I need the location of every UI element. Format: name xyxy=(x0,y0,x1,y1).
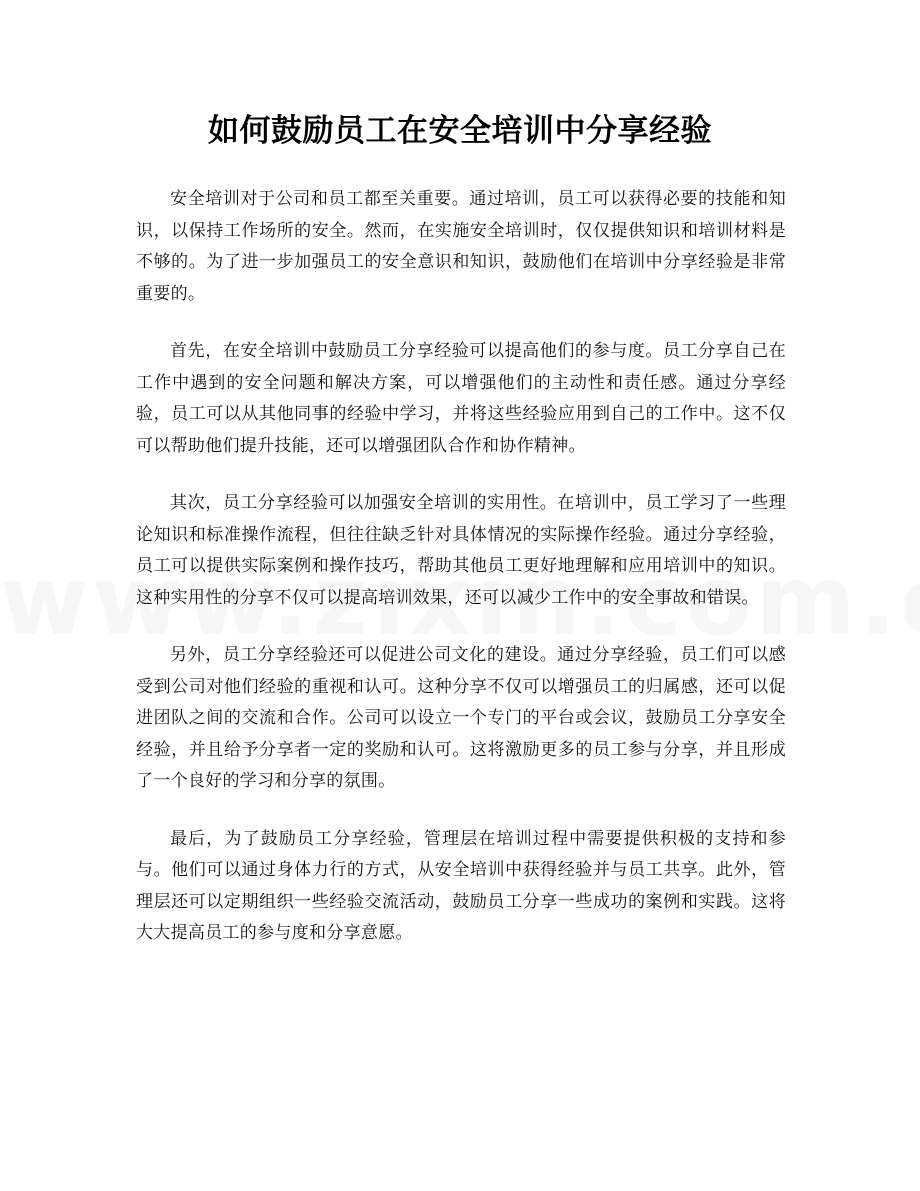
paragraph-2: 首先，在安全培训中鼓励员工分享经验可以提高他们的参与度。员工分享自己在工作中遇到的安全问题和解决方案，可以增强他们的主动性和责任感。通过分享经验，员工可以从其他同事的经验中学习，并将这些经验应用到自己的工作中。这不仅可以帮助他们提升技能，还可以增强团队合作和协作精神。 xyxy=(136,341,786,456)
document-body xyxy=(136,184,786,976)
paragraph-3: 其次，员工分享经验可以加强安全培训的实用性。在培训中，员工学习了一些理论知识和标准操作流程，但往往缺乏针对具体情况的实际操作经验。通过分享经验，员工可以提供实际案例和操作技巧，帮助其他员工更好地理解和应用培训中的知识。这种实用性的分享不仅可以提高培训效果，还可以减少工作中的安全事故和错误。 xyxy=(136,493,786,608)
paragraph-4: 另外，员工分享经验还可以促进公司文化的建设。通过分享经验，员工们可以感受到公司对他们经验的重视和认可。这种分享不仅可以增强员工的归属感，还可以促进团队之间的交流和合作。公司可以设立一个专门的平台或会议，鼓励员工分享安全经验，并且给予分享者一定的奖励和认可。这将激励更多的员工参与分享，并且形成了一个良好的学习和分享的氛围。 xyxy=(136,645,786,791)
paragraph-5: 最后，为了鼓励员工分享经验，管理层在培训过程中需要提供积极的支持和参与。他们可以通过身体力行的方式，从安全培训中获得经验并与员工共享。此外，管理层还可以定期组织一些经验交流活动，鼓励员工分享一些成功的案例和实践。这将大大提高员工的参与度和分享意愿。 xyxy=(136,828,786,943)
paragraph-1: 安全培训对于公司和员工都至关重要。通过培训，员工可以获得必要的技能和知识，以保持工作场所的安全。然而，在实施安全培训时，仅仅提供知识和培训材料是不够的。为了进一步加强员工的安全意识和知识，鼓励他们在培训中分享经验是非常重要的。 xyxy=(136,189,786,304)
document-title: 如何鼓励员工在安全培训中分享经验 xyxy=(208,113,712,149)
